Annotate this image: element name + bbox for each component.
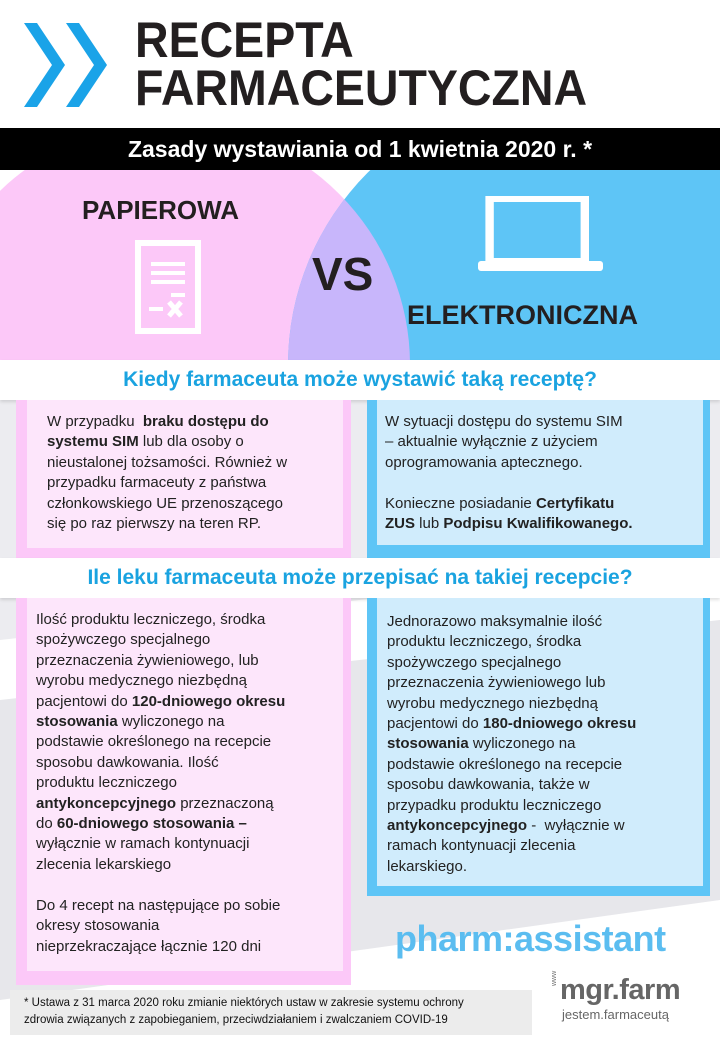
bold-text: 120-dniowego okresu	[131, 692, 286, 710]
text-line	[47, 473, 343, 493]
text: pacjentowi do	[387, 715, 483, 733]
text: Ilość produktu leczniczego, środka	[36, 611, 266, 628]
text: nieprzekraczające łącznie 120 dni	[36, 937, 262, 955]
text: – aktualnie wyłącznie z użyciem	[385, 433, 598, 451]
text-line	[47, 514, 343, 534]
text-line	[36, 855, 343, 875]
bold-text: Podpisu Kwalifikowanego.	[443, 515, 633, 533]
text: przeznaczenia żywieniowego, lub	[36, 651, 259, 669]
text: sposobu dawkowania, także w	[387, 776, 590, 794]
text: członkowskiego UE przenoszącego	[47, 494, 283, 512]
text: przeznaczoną	[176, 794, 274, 812]
paper-when-text	[27, 400, 343, 548]
mgr-farm-tagline: jestem.farmaceutą	[562, 1007, 669, 1022]
text-line	[36, 732, 343, 752]
vs-label: VS	[312, 248, 374, 300]
text-line	[36, 753, 343, 773]
text: wyliczonego na	[117, 713, 225, 731]
text-line	[387, 714, 703, 734]
text: lub	[415, 515, 444, 533]
text: podstawie określonego na recepcie	[387, 755, 623, 773]
text-line	[387, 653, 703, 673]
text-line	[387, 755, 703, 775]
text: oprogramowania aptecznego.	[385, 453, 583, 471]
subtitle-bar: Zasady wystawiania od 1 kwietnia 2020 r. *	[0, 128, 720, 170]
text: Konieczne posiadanie	[385, 494, 536, 512]
pharm-assistant-logo: pharm:assistant	[395, 918, 666, 959]
text-line	[387, 857, 703, 877]
text-line	[387, 673, 703, 693]
title-line2: FARMACEUTYCZNA	[135, 60, 588, 116]
text: ramach kontynuacji zlecenia	[387, 837, 576, 855]
bold-text: stosowania	[387, 735, 469, 753]
text-line	[385, 473, 703, 493]
bold-text: antykoncepcyjnego	[36, 794, 177, 812]
text-line	[36, 794, 343, 814]
bold-text: 180-dniowego okresu	[482, 715, 637, 733]
text: sposobu dawkowania. Ilość	[36, 753, 219, 771]
text: spożywczego specjalnego	[36, 631, 211, 649]
title-line1: RECEPTA	[135, 12, 354, 68]
text-line	[36, 610, 343, 630]
text-line	[47, 412, 343, 432]
text-line	[387, 796, 703, 816]
text: nieustalonej tożsamości. Również w	[47, 453, 288, 471]
text: przypadku produktu leczniczego	[387, 796, 602, 814]
text: wyrobu medycznego niezbędną	[387, 694, 598, 712]
text-line	[387, 694, 703, 714]
text: przeznaczenia żywieniowego lub	[387, 674, 606, 692]
paper-label: PAPIEROWA	[82, 195, 239, 225]
text-line	[36, 773, 343, 793]
question-amount: Ile leku farmaceuta może przepisać na takiej recepcie?	[0, 558, 720, 598]
text-line	[47, 432, 343, 452]
text-line	[387, 816, 703, 836]
mgr-farm-logo: mgr.farm	[560, 974, 681, 1006]
text-line	[36, 834, 343, 854]
mgr-farm-www: www	[551, 970, 558, 986]
text-line	[36, 651, 343, 671]
text-line	[387, 632, 703, 652]
text-line	[36, 916, 343, 936]
text: produktu leczniczego, środka	[387, 633, 582, 651]
electronic-when-text	[377, 400, 703, 545]
text: przypadku farmaceuty z państwa	[47, 474, 267, 492]
electronic-amount-text	[377, 598, 703, 886]
bold-text: braku dostępu do	[142, 413, 269, 430]
question-when: Kiedy farmaceuta może wystawić taką receptę?	[0, 360, 720, 400]
text: - wyłącznie w	[527, 817, 625, 835]
text: do	[36, 815, 57, 833]
text: W przypadku	[47, 413, 143, 430]
text: okresy stosowania	[36, 917, 160, 935]
text-line	[36, 712, 343, 732]
text-line	[385, 412, 703, 432]
text-line	[36, 692, 343, 712]
paper-amount-text	[27, 598, 343, 971]
text-line	[36, 896, 343, 916]
text: pacjentowi do	[36, 692, 132, 710]
text-line	[36, 937, 343, 957]
text-line	[385, 453, 703, 473]
text: produktu leczniczego	[36, 774, 177, 792]
laptop-icon	[470, 195, 610, 277]
text-line	[385, 432, 703, 452]
footnote	[10, 990, 532, 1035]
text-line	[47, 453, 343, 473]
text: lekarskiego.	[387, 857, 468, 875]
bold-text: systemu SIM	[47, 433, 139, 451]
bold-text: 60-dniowego stosowania –	[56, 815, 247, 833]
text: Do 4 recept na następujące po sobie	[36, 896, 281, 914]
text-line	[36, 671, 343, 691]
text: wyliczonego na	[468, 735, 576, 753]
footnote-line2: zdrowia związanych z zapobieganiem, przeciwdziałaniem i zwalczaniem COVID-19	[24, 1014, 448, 1026]
text-line	[387, 734, 703, 754]
paper-prescription-icon	[135, 240, 207, 336]
text-line	[387, 775, 703, 795]
text: W sytuacji dostępu do systemu SIM	[385, 413, 623, 430]
bold-text: stosowania	[36, 713, 118, 731]
text: lub dla osoby o	[138, 433, 244, 451]
text-line	[385, 494, 703, 514]
text: wyłącznie w ramach kontynuacji	[36, 835, 250, 853]
text-line	[36, 814, 343, 834]
bold-text: Certyfikatu	[535, 494, 615, 512]
text-line	[385, 514, 703, 534]
text: spożywczego specjalnego	[387, 653, 562, 671]
text-line	[387, 836, 703, 856]
text-line	[36, 630, 343, 650]
text: podstawie określonego na recepcie	[36, 733, 272, 751]
text-line	[47, 494, 343, 514]
electronic-label: ELEKTRONICZNA	[407, 300, 638, 330]
text-line	[387, 612, 703, 632]
bold-text: antykoncepcyjnego	[387, 817, 528, 835]
footnote-line1: * Ustawa z 31 marca 2020 roku zmianie niektórych ustaw w zakresie systemu ochrony	[24, 997, 464, 1009]
bold-text: ZUS	[385, 515, 415, 533]
text: się po raz pierwszy na teren RP.	[47, 515, 261, 533]
chevrons-logo-icon	[20, 20, 115, 110]
text: wyrobu medycznego niezbędną	[36, 672, 247, 690]
text: Jednorazowo maksymalnie ilość	[387, 613, 603, 630]
text: zlecenia lekarskiego	[36, 855, 172, 873]
text-line	[36, 875, 343, 895]
